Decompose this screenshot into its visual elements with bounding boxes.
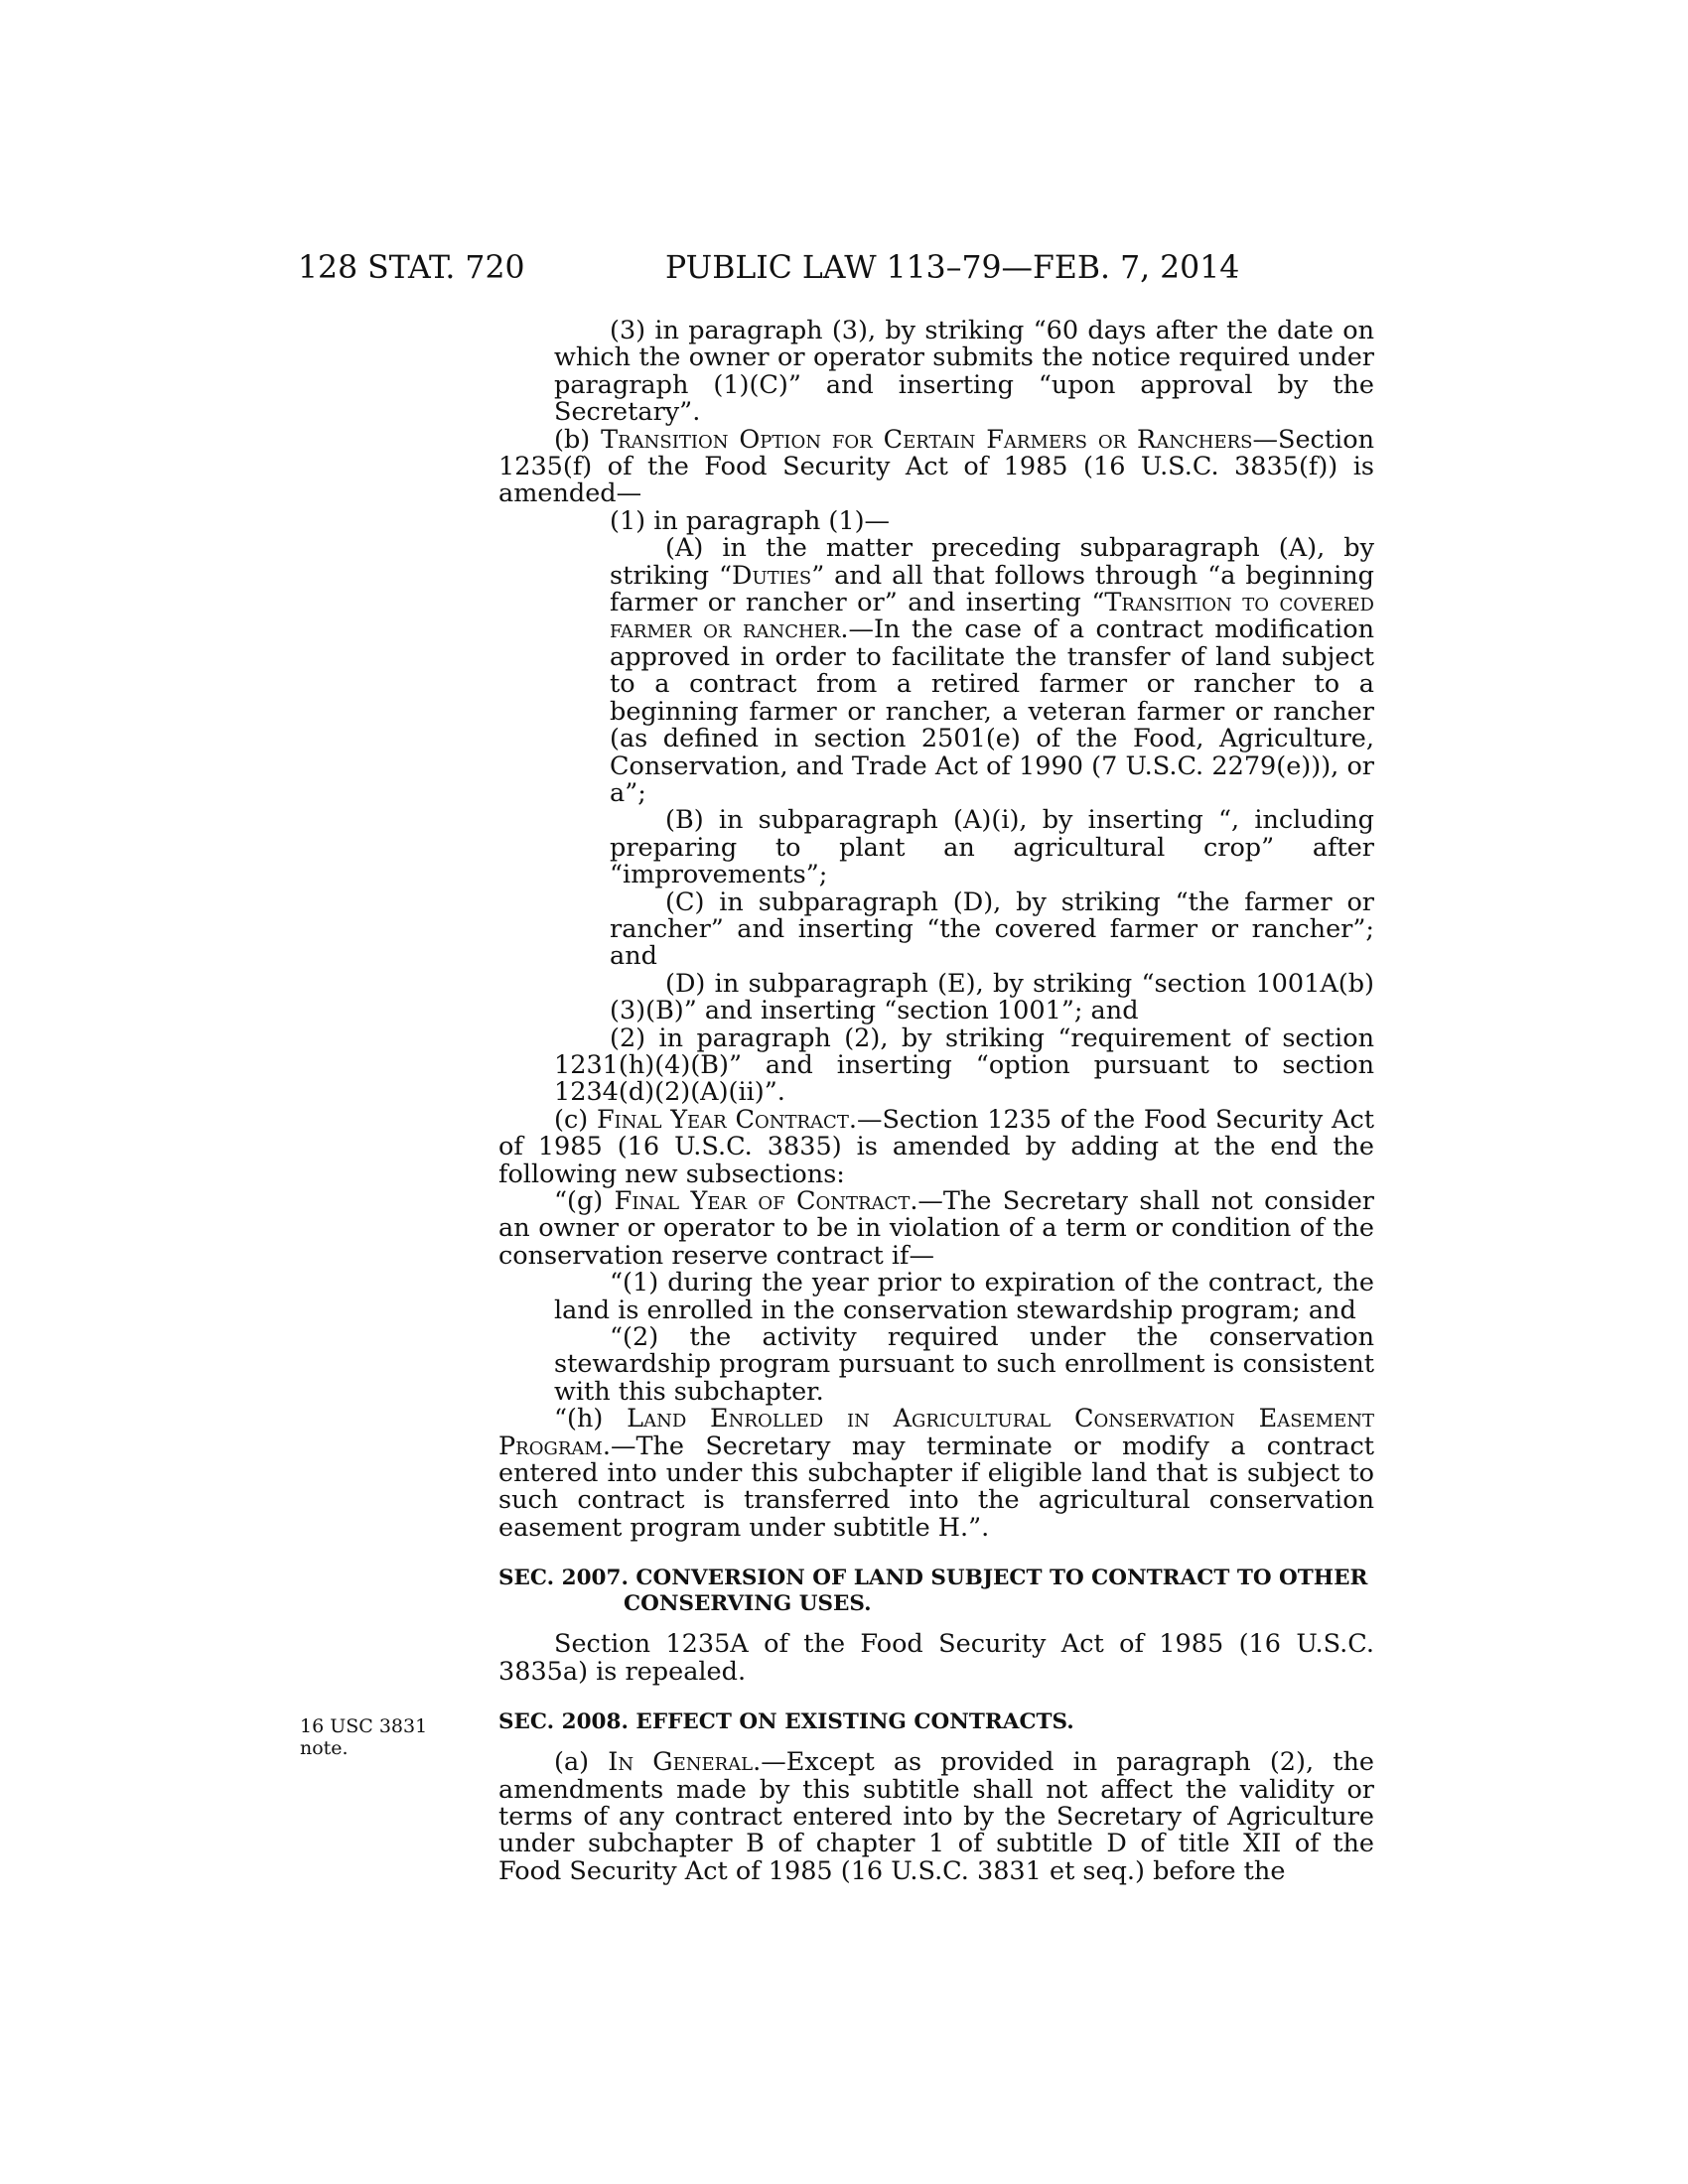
paragraph-g2: “(2) the activity required under the conservation stewardship program pursuant to such enrollment is consistent with this subchapter.: [554, 1322, 1374, 1407]
subsection-a-heading: In General: [608, 1747, 754, 1778]
subparagraph-b1b: (B) in subparagraph (A)(i), by inserting “, including preparing to plant an agricultural crop” after “improvements”;: [610, 805, 1374, 890]
subsection-c: (c) Final Year Contract.—Section 1235 of the Food Security Act of 1985 (16 U.S.C. 3835) is amended by adding at the end the following new subsections:: [498, 1104, 1374, 1189]
subsection-h-heading: Land Enrolled in Agricultural Conservation Easement Program: [498, 1404, 1375, 1461]
subparagraph-b1d: (D) in subparagraph (E), by striking “section 1001A(b)(3)(B)” and inserting “section 1001”; and: [610, 968, 1374, 1026]
page-header-title: PUBLIC LAW 113–79—FEB. 7, 2014: [665, 250, 1240, 286]
paragraph-g1: “(1) during the year prior to expiration of the contract, the land is enrolled in the conservation stewardship program; and: [554, 1268, 1374, 1325]
margin-note: [300, 1715, 459, 1759]
subsection-g: “(g) Final Year of Contract.—The Secretary shall not consider an owner or operator to be in violation of a term or condition of the conservation reserve contract if—: [498, 1186, 1374, 1271]
subparagraph-b1a: (A) in the matter preceding subparagraph (A), by striking “Duties” and all that follows through “a beginning farmer or rancher or” and inserting “Transition to covered farmer or rancher.—In the case of a contract modification approved in order to facilitate the transfer of land subject to a contract from a retired farmer or rancher to a beginning farmer or rancher, a veteran farmer or rancher (as defined in section 2501(e) of the Food, Agriculture, Conservation, and Trade Act of 1990 (7 U.S.C. 2279(e))), or a”;: [610, 533, 1374, 808]
section-2007-title: SEC. 2007. CONVERSION OF LAND SUBJECT TO CONTRACT TO OTHER CONSERVING USES.: [498, 1566, 1368, 1617]
subparagraph-b1c: (C) in subparagraph (D), by striking “the farmer or rancher” and inserting “the covered farmer or rancher”; and: [610, 887, 1374, 972]
section-2008-title: SEC. 2008. EFFECT ON EXISTING CONTRACTS.: [498, 1709, 1074, 1735]
section-2007-text: Section 1235A of the Food Security Act of 1985 (16 U.S.C. 3835a) is repealed.: [498, 1629, 1374, 1687]
subsection-g-heading: Final Year of Contract: [614, 1186, 911, 1216]
page-reference: 128 STAT. 720: [298, 250, 525, 286]
subsection-b-heading: Transition Option for Certain Farmers or Ranchers: [601, 424, 1253, 455]
document-body: [498, 318, 1374, 1885]
margin-note-suffix: note.: [300, 1737, 349, 1759]
section-2008-subsection-a: (a) In General.—Except as provided in paragraph (2), the amendments made by this subtitle shall not affect the validity or terms of any contract entered into by the Secretary of Agriculture under subchapter B of chapter 1 of subtitle D of title XII of the Food Security Act of 1985 (16 U.S.C. 3831 et seq.) before the: [498, 1747, 1374, 1886]
paragraph-b2: (2) in paragraph (2), by striking “requirement of section 1231(h)(4)(B)” and inserting “option pursuant to section 1234(d)(2)(A)(ii)”.: [554, 1023, 1374, 1108]
subsection-c-heading: Final Year Contract: [596, 1104, 849, 1135]
subsection-b: (b) Transition Option for Certain Farmers or Ranchers—Section 1235(f) of the Food Security Act of 1985 (16 U.S.C. 3835(f)) is amended—: [498, 424, 1374, 509]
margin-note-citation: 16 USC 3831: [300, 1715, 428, 1737]
paragraph-a3: (3) in paragraph (3), by striking “60 days after the date on which the owner or operator submits the notice required under paragraph (1)(C)” and inserting “upon approval by the Secretary”.: [554, 316, 1374, 428]
subsection-h: “(h) Land Enrolled in Agricultural Conservation Easement Program.—The Secretary may terminate or modify a contract entered into under this subchapter if eligible land that is subject to such contract is transferred into the agricultural conservation easement program under subtitle H.”.: [498, 1404, 1375, 1543]
paragraph-b1: (1) in paragraph (1)—: [610, 505, 891, 536]
